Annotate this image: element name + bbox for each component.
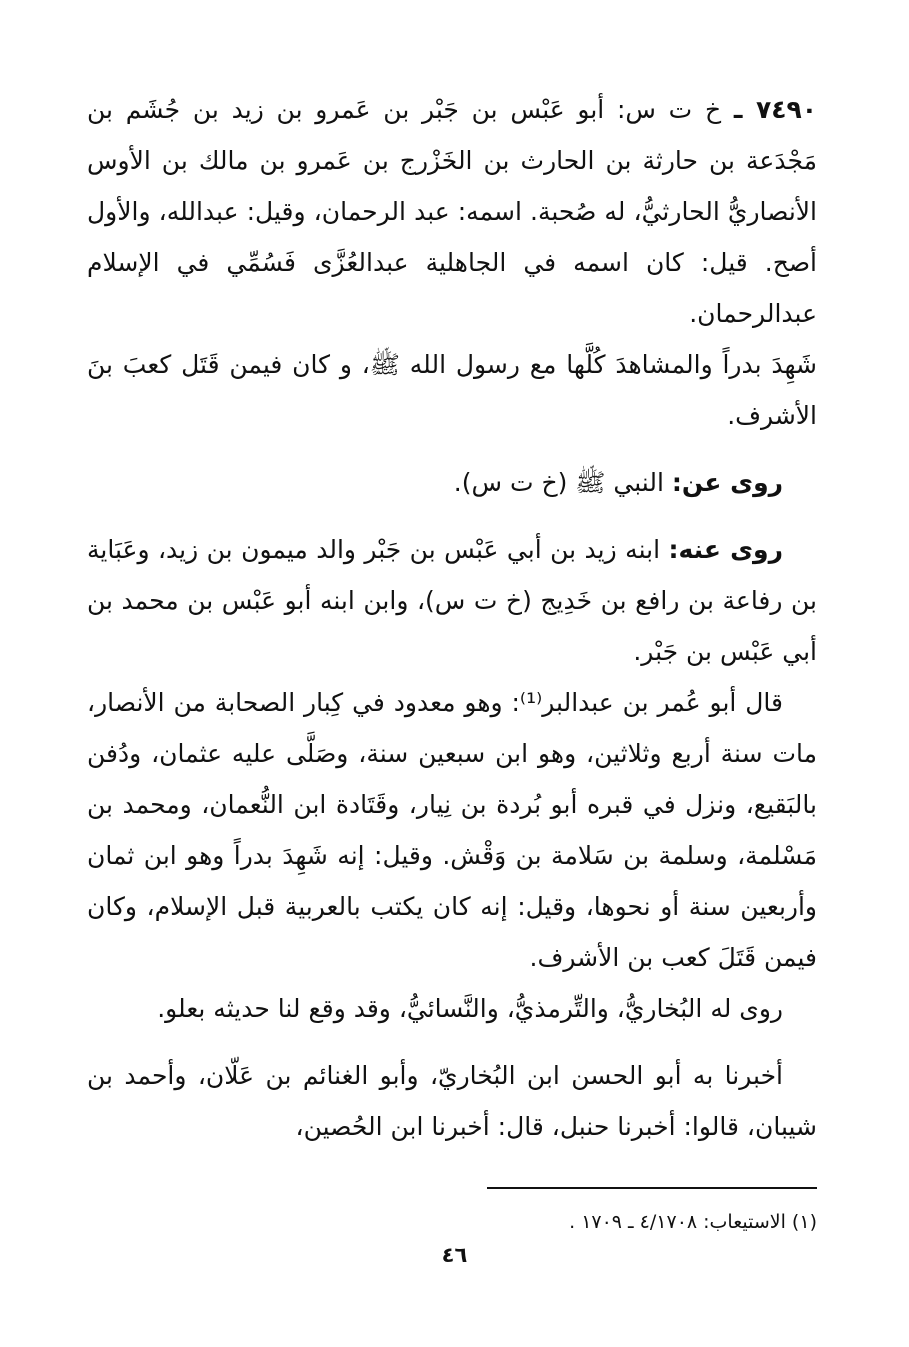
narrated-by-label: روى عنه: xyxy=(668,535,783,564)
narrated-from-paragraph xyxy=(87,457,817,508)
entry-witness-paragraph: شَهِدَ بدراً والمشاهدَ كُلَّها مع رسول الله ﷺ، و كان فيمن قَتَل كعبَ بنَ الأشرف. xyxy=(87,350,817,430)
entry-number: ٧٤٩٠ ـ xyxy=(733,95,817,124)
narrated-by-text: ابنه زيد بن أبي عَبْس بن جَبْر والد ميمون بن زيد، وعَبَاية بن رفاعة بن رافع بن خَدِيج (خ ت س)، وابن ابنه أبو عَبْس بن محمد بن أبي عَبْس بن جَبْر. xyxy=(87,535,817,666)
entry-intro-text: خ ت س: أبو عَبْس بن جَبْر بن عَمرو بن زيد بن جُشَم بن مَجْدَعة بن حارثة بن الحارث بن الخَزْرج بن عَمرو بن مالك بن الأوس الأنصاريُّ الحارثيُّ، له صُحبة. اسمه: عبد الرحمان، وقيل: عبدالله، والأول أصح. قيل: كان اسمه في الجاهلية عبدالعُزَّى فَسُمِّي في الإسلام عبدالرحمان. xyxy=(87,95,817,328)
narrated-from-label: روى عن: xyxy=(671,468,783,497)
narrators-paragraph: روى له البُخاريُّ، والتِّرمذيُّ، والنَّسائيُّ، وقد وقع لنا حديثه بعلو. xyxy=(157,994,783,1023)
page-body xyxy=(87,84,817,1152)
narrated-from-text: النبي ﷺ (خ ت س). xyxy=(453,468,664,497)
footnote: (١) الاستيعاب: ٤/١٧٠٨ ـ ١٧٠٩ . xyxy=(569,1211,817,1233)
page-number: ٤٦ xyxy=(441,1243,468,1267)
entry-intro-paragraph xyxy=(87,84,817,339)
footnote-divider xyxy=(487,1187,817,1189)
chain-paragraph: أخبرنا به أبو الحسن ابن البُخاريّ، وأبو الغنائم بن عَلّان، وأحمد بن شيبان، قالوا: أخبرنا حنبل، قال: أخبرنا ابن الحُصين، xyxy=(87,1061,817,1141)
biography-paragraph: قال أبو عُمر بن عبدالبر⁽¹⁾: وهو معدود في كِبار الصحابة من الأنصار، مات سنة أربع وثلاثين، وهو ابن سبعين سنة، وصَلَّى عليه عثمان، ودُفن بالبَقيع، ونزل في قبره أبو بُردة بن نِيار، وقَتَادة ابن النُّعمان، ومحمد بن مَسْلمة، وسلمة بن سَلامة بن وَقْش. وقيل: إنه شَهِدَ بدراً وهو ابن ثمان وأربعين سنة أو نحوها، وقيل: إنه كان يكتب بالعربية قبل الإسلام، وكان فيمن قَتَلَ كعب بن الأشرف. xyxy=(87,688,817,972)
narrated-by-paragraph xyxy=(87,524,817,677)
